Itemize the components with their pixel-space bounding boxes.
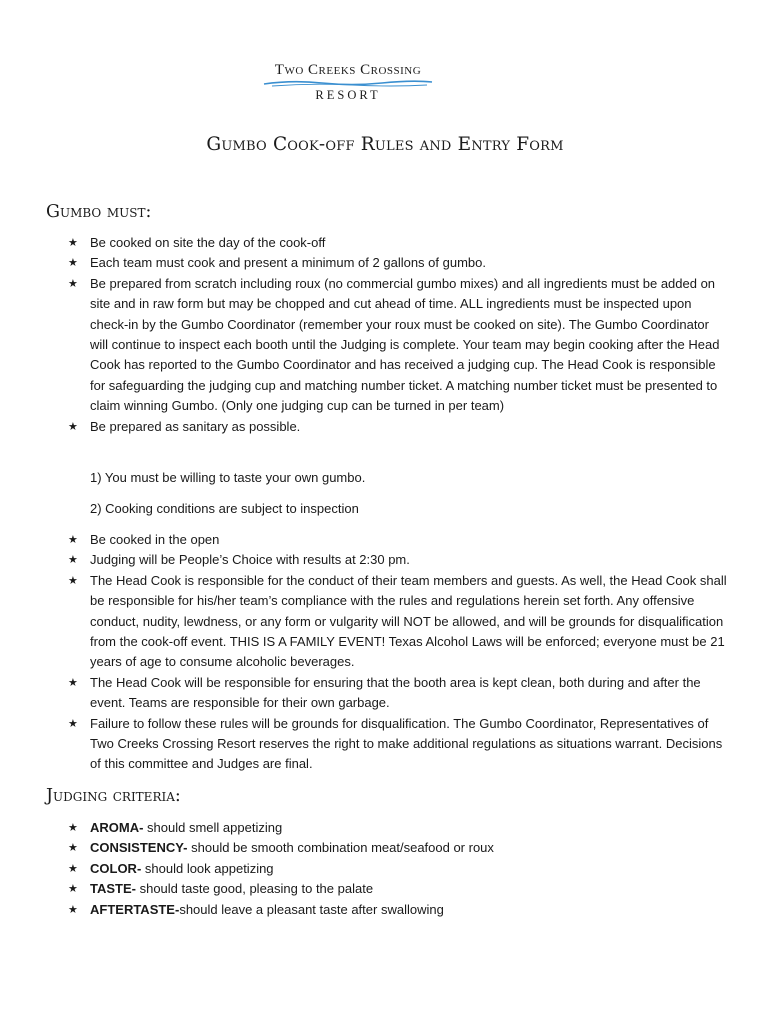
note-inspection: 2) Cooking conditions are subject to inspection: [90, 501, 359, 516]
list-item: ★ Failure to follow these rules will be grounds for disqualification. The Gumbo Coordinator, Representatives of Two Creeks Crossing Resort reserves the right to make additional regulations as situations warrant. Decisions of this committee and Judges are final.: [68, 715, 723, 772]
star-icon: ★: [68, 534, 78, 546]
list-item: ★ Be cooked in the open: [68, 530, 728, 550]
list-item: ★ Be prepared as sanitary as possible.: [68, 417, 728, 437]
star-icon: ★: [68, 554, 78, 567]
star-icon: ★: [68, 717, 78, 730]
resort-logo: [262, 62, 434, 102]
star-icon: ★: [68, 676, 78, 689]
star-icon: ★: [68, 842, 78, 855]
logo-subtitle: RESORT: [315, 88, 381, 102]
list-item: ★ Be cooked on site the day of the cook-off: [68, 233, 728, 253]
criteria-item-consistency: ★ CONSISTENCY- should be smooth combination meat/seafood or roux: [68, 838, 728, 858]
note-taste: 1) You must be willing to taste your own gumbo.: [90, 470, 366, 485]
section-heading-gumbo-must: Gumbo must:: [46, 202, 152, 222]
rules-list-a: [68, 233, 728, 437]
criteria-item-taste: ★ TASTE- should taste good, pleasing to the palate: [68, 879, 728, 899]
section-heading-judging-criteria: Judging criteria:: [46, 786, 181, 806]
star-icon: ★: [68, 277, 78, 290]
logo-name: Two Creeks Crossing: [274, 62, 422, 78]
list-item: ★ Be prepared from scratch including roux (no commercial gumbo mixes) and all ingredients must be added on site and in raw form but may be chopped and cut ahead of time. ALL ingredients must be inspected upon check-in by the Gumbo Coordinator (remember your roux must be cooked on site). The Gumbo Coordinator will continue to inspect each booth until the Judging is complete. Your team may begin cooking after the Head Cook has reported to the Gumbo Coordinator and has received a judging cup. The Head Cook is responsible for safeguarding the judging cup and matching number ticket. A matching number ticket must be presented to claim winning Gumbo. (Only one judging cup can be turned in per team): [68, 275, 720, 414]
criteria-item-aroma: ★ AROMA- should smell appetizing: [68, 818, 728, 838]
star-icon: ★: [68, 883, 78, 896]
star-icon: ★: [68, 574, 78, 587]
star-icon: ★: [68, 903, 78, 916]
rules-list-b: [68, 530, 728, 775]
list-item: ★ Each team must cook and present a minimum of 2 gallons of gumbo.: [68, 253, 728, 273]
star-icon: ★: [68, 420, 78, 433]
criteria-item-aftertaste: ★ AFTERTASTE-should leave a pleasant taste after swallowing: [68, 900, 728, 920]
list-item: ★ The Head Cook will be responsible for ensuring that the booth area is kept clean, both during and after the event. Teams are responsible for their own garbage.: [68, 674, 701, 711]
star-icon: ★: [68, 237, 78, 249]
list-item: ★ The Head Cook is responsible for the conduct of their team members and guests. As well, the Head Cook shall be responsible for his/her team’s compliance with the rules and regulations herein set forth. Any offensive conduct, nudity, lewdness, or any form or vulgarity will NOT be allowed, and will be grounds for disqualification from the cook-off event. THIS IS A FAMILY EVENT! Texas Alcohol Laws will be enforced; everyone must be 21 years of age to consume alcoholic beverages.: [68, 572, 727, 670]
logo-wave-icon: [262, 79, 434, 87]
criteria-item-color: ★ COLOR- should look appetizing: [68, 859, 728, 879]
criteria-list: [68, 818, 728, 920]
document-title: Gumbo Cook-off Rules and Entry Form: [206, 134, 564, 155]
star-icon: ★: [68, 257, 78, 270]
star-icon: ★: [68, 862, 78, 875]
star-icon: ★: [68, 822, 78, 834]
list-item: ★ Judging will be People’s Choice with results at 2:30 pm.: [68, 550, 728, 570]
